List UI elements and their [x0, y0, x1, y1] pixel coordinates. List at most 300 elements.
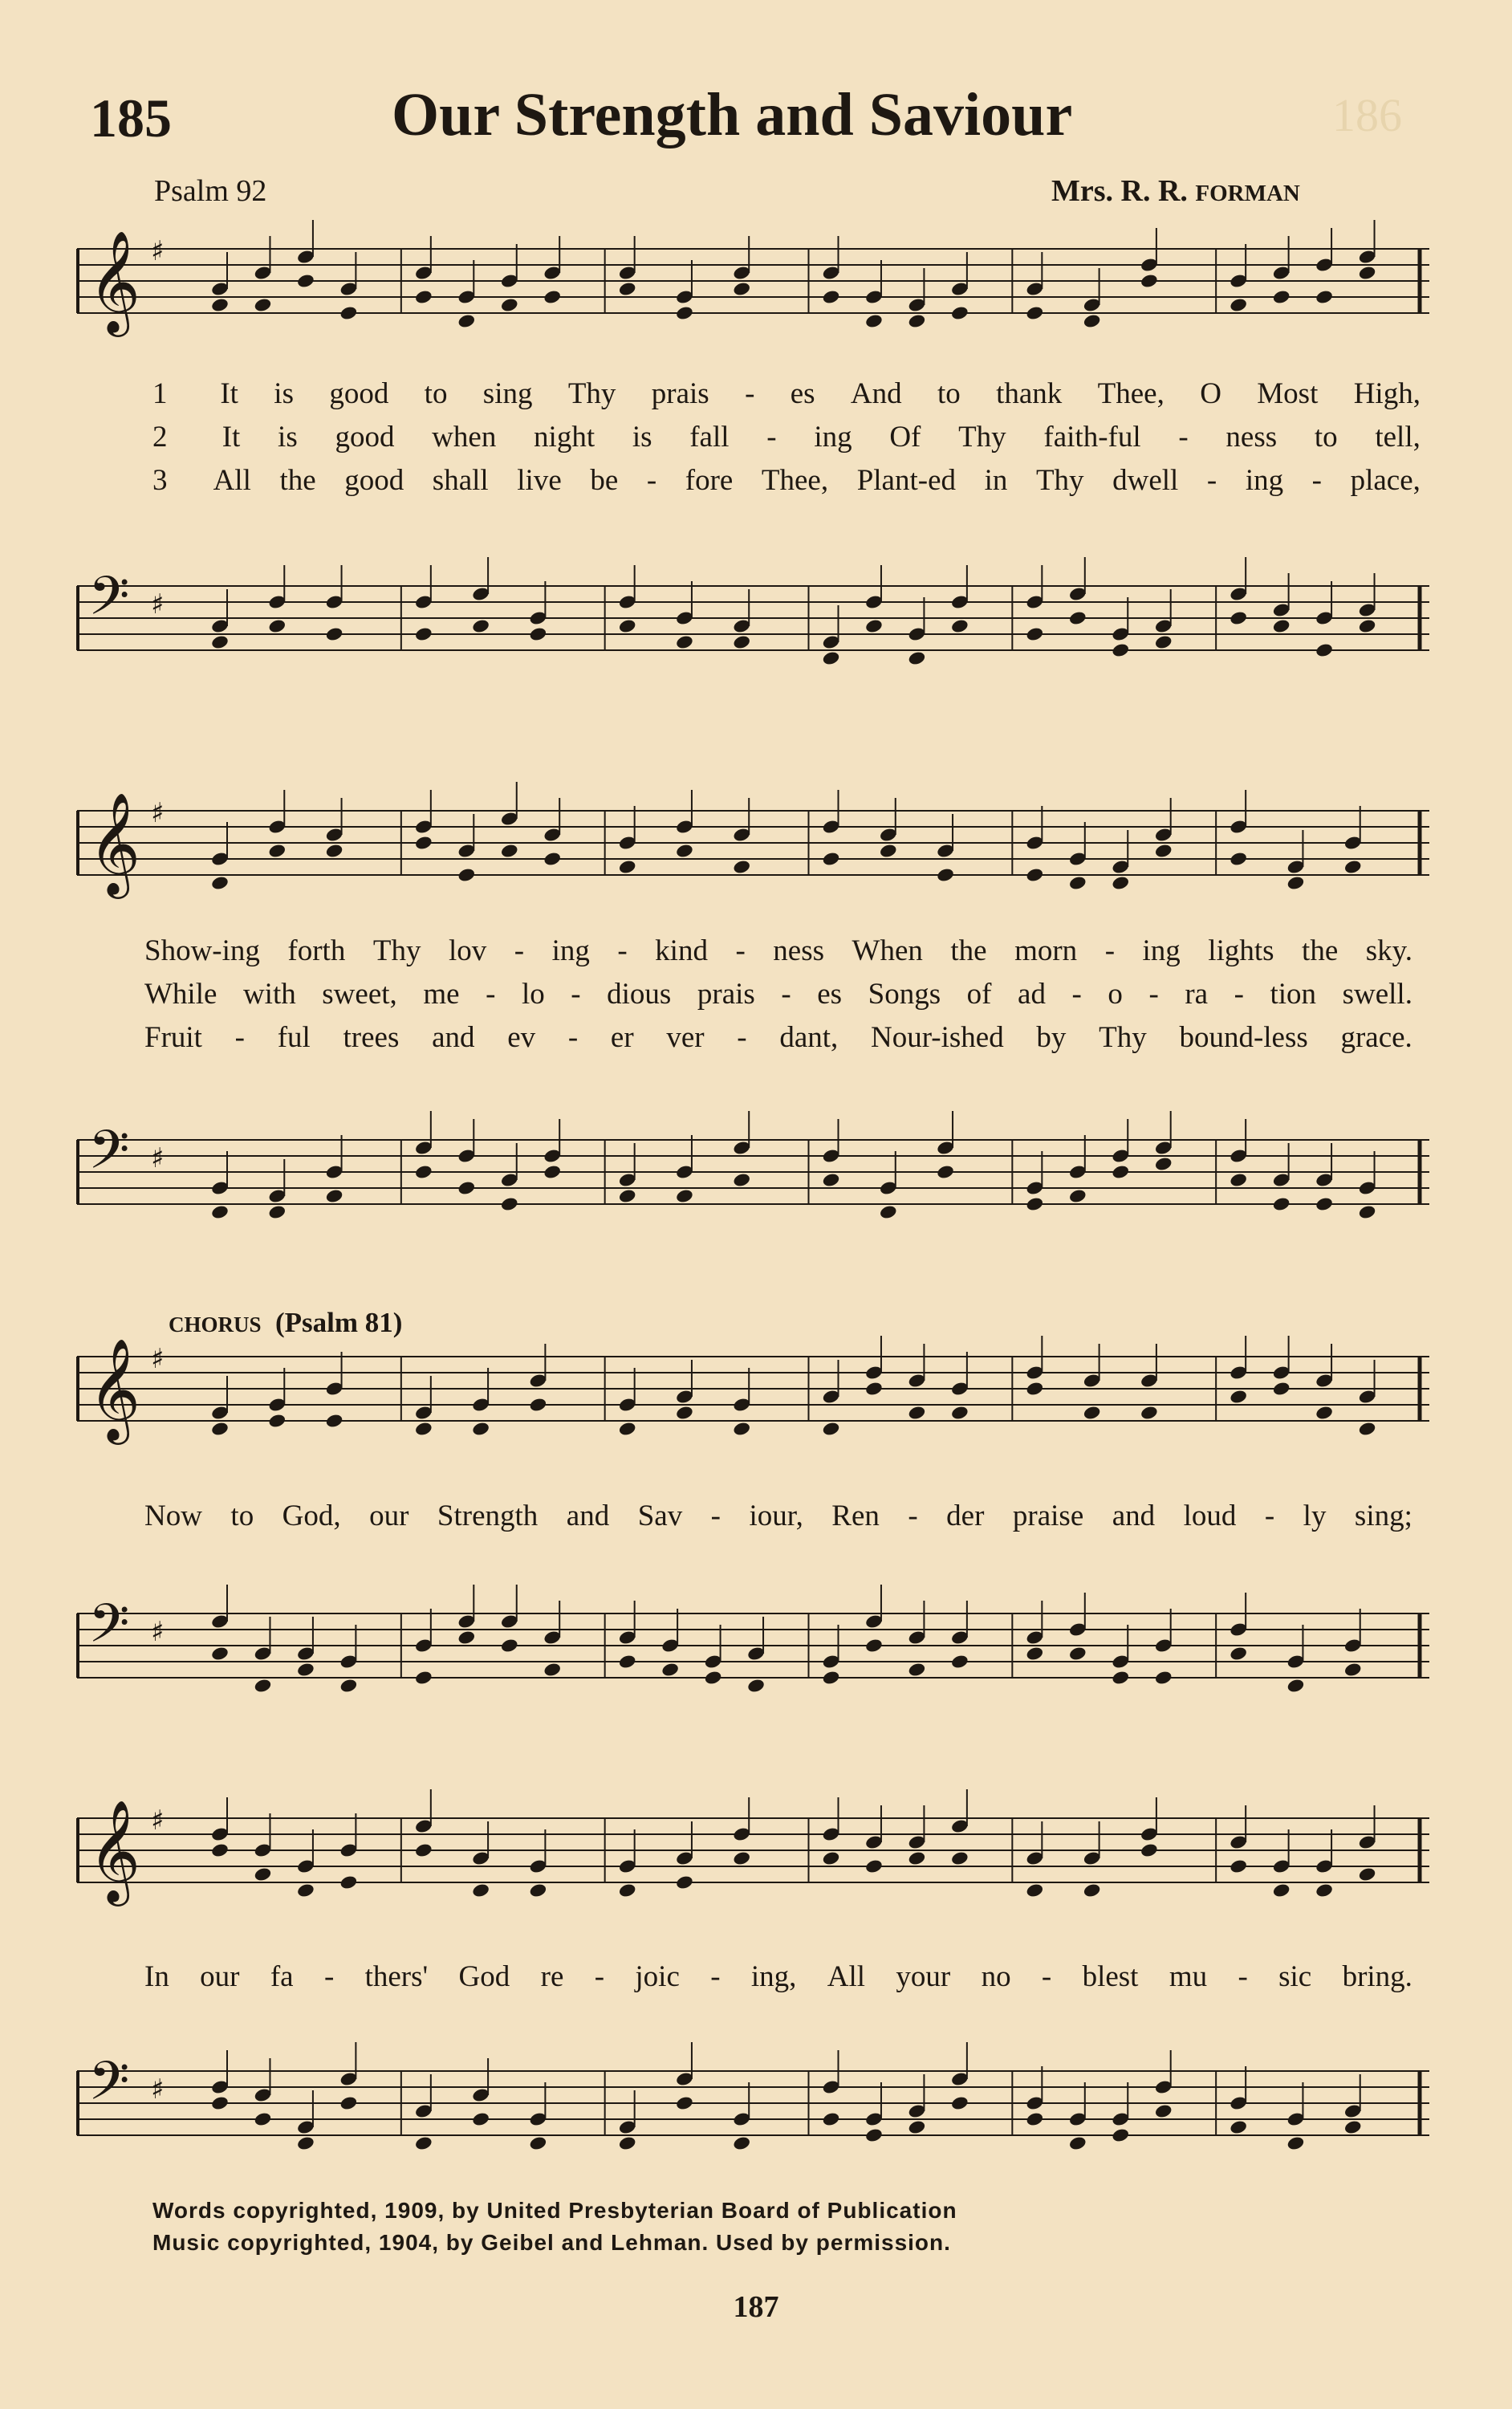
- lyric: prais: [697, 978, 755, 1011]
- note-head: [529, 2135, 548, 2151]
- note-head: [1026, 305, 1045, 321]
- treble-clef-icon: 𝄞: [88, 230, 141, 332]
- lyric: fa: [270, 1960, 294, 1993]
- lyric: Fruit: [144, 1021, 202, 1054]
- treble-staff-1-svg: [77, 230, 1429, 337]
- lyric: bring.: [1342, 1960, 1412, 1993]
- bass-staff-3: [77, 1593, 1429, 1702]
- lyric: shall: [432, 464, 489, 497]
- note-head: [618, 1421, 637, 1437]
- note-head: [457, 867, 477, 883]
- page-number: 187: [733, 2290, 779, 2324]
- note-head: [210, 1842, 230, 1858]
- note-head: [1229, 297, 1248, 313]
- treble-staff-1: [77, 230, 1429, 337]
- note-head: [675, 1405, 694, 1421]
- note-head: [254, 1678, 273, 1694]
- lyric: High,: [1353, 377, 1421, 410]
- note-head: [908, 650, 927, 666]
- note-head: [457, 1630, 477, 1646]
- lyric: Thy: [958, 421, 1006, 454]
- note-head: [254, 2111, 273, 2127]
- note-head: [675, 305, 694, 321]
- lyric: -: [1148, 978, 1159, 1011]
- note-head: [1229, 2119, 1248, 2135]
- lyric: praise: [1012, 1500, 1084, 1532]
- note-head: [1154, 2103, 1173, 2119]
- key-signature-sharp-icon: ♯: [151, 1805, 165, 1837]
- lyric: sic: [1278, 1960, 1312, 1993]
- note-head: [864, 313, 884, 329]
- note-head: [879, 1204, 898, 1220]
- lyric: -: [234, 1021, 245, 1054]
- lyric: fall: [689, 421, 730, 454]
- lyric: -: [571, 978, 581, 1011]
- note-head: [1315, 289, 1334, 305]
- note-head: [1358, 1866, 1377, 1882]
- note-head: [1229, 1646, 1248, 1662]
- note-head: [822, 289, 841, 305]
- lyric: -: [594, 1960, 605, 1993]
- lyric: ness: [773, 934, 825, 967]
- note-head: [210, 297, 230, 313]
- note-head: [822, 1670, 841, 1686]
- author-credit: [1051, 173, 1300, 209]
- note-head: [908, 1662, 927, 1678]
- lyric: sing: [482, 377, 533, 410]
- lyric: re: [540, 1960, 564, 1993]
- note-head: [457, 313, 477, 329]
- lyric: -: [908, 1500, 918, 1532]
- note-head: [950, 1654, 969, 1670]
- note-head: [543, 1662, 562, 1678]
- note-head: [732, 2135, 751, 2151]
- note-head: [267, 618, 287, 634]
- note-head: [950, 1405, 969, 1421]
- lyric: forth: [287, 934, 346, 967]
- lyric: when: [432, 421, 497, 454]
- bass-staff-4: [77, 2050, 1429, 2159]
- lyric: When: [852, 934, 923, 967]
- lyric: O: [1200, 377, 1221, 410]
- note-head: [296, 1662, 315, 1678]
- treble-staff-2: [77, 791, 1429, 899]
- lyric: the: [950, 934, 987, 967]
- lyric: tell,: [1375, 421, 1421, 454]
- note-head: [339, 2095, 359, 2111]
- note-head: [1315, 642, 1334, 658]
- note-head: [1083, 313, 1102, 329]
- lyric: is: [632, 421, 652, 454]
- lyric: Thee,: [1097, 377, 1164, 410]
- note-head: [675, 843, 694, 859]
- lyric: -: [1041, 1960, 1052, 1993]
- note-head: [1026, 1196, 1045, 1212]
- lyric: grace.: [1340, 1021, 1412, 1054]
- note-head: [1154, 1670, 1173, 1686]
- key-signature-sharp-icon: ♯: [151, 1142, 165, 1174]
- note-head: [732, 634, 751, 650]
- bass-clef-icon: 𝄢: [88, 565, 130, 640]
- lyric: thers': [364, 1960, 429, 1993]
- note-head: [210, 1646, 230, 1662]
- note-head: [1229, 1172, 1248, 1188]
- note-head: [1358, 1204, 1377, 1220]
- treble-staff-4: [77, 1799, 1429, 1906]
- key-signature-sharp-icon: ♯: [151, 235, 165, 267]
- note-head: [950, 1850, 969, 1866]
- lyric: Songs: [868, 978, 941, 1011]
- note-head: [1068, 875, 1087, 891]
- note-head: [1068, 1188, 1087, 1204]
- note-head: [675, 2095, 694, 2111]
- verse-number: 2: [152, 421, 168, 454]
- note-head: [210, 875, 230, 891]
- note-head: [1343, 2119, 1363, 2135]
- lyric: lights: [1208, 934, 1274, 967]
- note-head: [210, 1421, 230, 1437]
- note-head: [950, 618, 969, 634]
- note-head: [339, 1678, 359, 1694]
- lyric: es: [790, 377, 815, 410]
- lyric: All: [213, 464, 251, 497]
- note-head: [822, 2111, 841, 2127]
- note-head: [1026, 1381, 1045, 1397]
- note-head: [325, 843, 344, 859]
- note-head: [210, 634, 230, 650]
- note-head: [543, 851, 562, 867]
- note-head: [471, 618, 490, 634]
- note-head: [618, 2135, 637, 2151]
- lyric: Ren: [831, 1500, 880, 1532]
- lyric: God,: [282, 1500, 341, 1532]
- note-head: [1343, 859, 1363, 875]
- note-head: [732, 1172, 751, 1188]
- note-head: [325, 1413, 344, 1429]
- chorus-label: [169, 1307, 402, 1339]
- note-head: [1315, 1882, 1334, 1898]
- note-head: [1229, 1858, 1248, 1874]
- treble-clef-icon: 𝄞: [88, 1337, 141, 1440]
- treble-staff-2-svg: [77, 791, 1429, 899]
- note-head: [500, 843, 519, 859]
- key-signature-sharp-icon: ♯: [151, 1616, 165, 1648]
- lyric: loud: [1183, 1500, 1237, 1532]
- lyric: -: [617, 934, 628, 967]
- lyric: in: [984, 464, 1008, 497]
- chorus-line-1: [144, 1501, 1412, 1531]
- lyric: And: [850, 377, 902, 410]
- lyric: with: [242, 978, 296, 1011]
- note-head: [1111, 1164, 1130, 1180]
- lyric: ra: [1185, 978, 1209, 1011]
- note-head: [325, 626, 344, 642]
- note-head: [908, 313, 927, 329]
- note-head: [1083, 1405, 1102, 1421]
- note-head: [822, 1172, 841, 1188]
- note-head: [1286, 875, 1306, 891]
- lyric: -: [710, 1960, 721, 1993]
- note-head: [210, 2095, 230, 2111]
- lyric: the: [279, 464, 316, 497]
- note-head: [471, 1882, 490, 1898]
- note-head: [500, 1638, 519, 1654]
- lyric: good: [344, 464, 404, 497]
- verse-1-line: [144, 936, 1412, 966]
- lyric: Show-ing: [144, 934, 260, 967]
- bass-staff-4-svg: [77, 2050, 1429, 2159]
- verse-number: 1: [152, 377, 168, 410]
- note-head: [471, 1421, 490, 1437]
- note-head: [210, 1204, 230, 1220]
- verse-3-line: [152, 466, 1421, 495]
- lyric: ful: [277, 1021, 311, 1054]
- lyric: to: [937, 377, 961, 410]
- key-signature-sharp-icon: ♯: [151, 797, 165, 829]
- note-head: [1026, 867, 1045, 883]
- note-head: [529, 626, 548, 642]
- lyric: lo: [521, 978, 545, 1011]
- lyric: live: [517, 464, 562, 497]
- lyric: God: [458, 1960, 510, 1993]
- lyric: by: [1036, 1021, 1067, 1054]
- bass-clef-icon: 𝄢: [88, 1593, 130, 1667]
- note-head: [732, 281, 751, 297]
- note-head: [864, 618, 884, 634]
- author-surname: FORMAN: [1195, 181, 1300, 206]
- lyric: is: [278, 421, 298, 454]
- note-head: [414, 835, 433, 851]
- chorus-line-2: [144, 1962, 1412, 1992]
- note-head: [1343, 1662, 1363, 1678]
- lyric: Thy: [1099, 1021, 1147, 1054]
- lyric: It: [220, 377, 238, 410]
- treble-clef-icon: 𝄞: [88, 791, 141, 894]
- note-head: [296, 1882, 315, 1898]
- note-head: [618, 1882, 637, 1898]
- note-head: [1083, 1882, 1102, 1898]
- note-head: [732, 1421, 751, 1437]
- lyric: to: [1314, 421, 1338, 454]
- lyric: me: [423, 978, 460, 1011]
- lyric: -: [514, 934, 525, 967]
- lyric: tion: [1270, 978, 1317, 1011]
- lyric: -: [1238, 1960, 1248, 1993]
- note-head: [822, 650, 841, 666]
- bass-staff-2: [77, 1119, 1429, 1228]
- lyric: dwell: [1112, 464, 1179, 497]
- lyric: sweet,: [322, 978, 397, 1011]
- lyric: good: [335, 421, 395, 454]
- treble-staff-3-svg: [77, 1337, 1429, 1445]
- note-head: [414, 1421, 433, 1437]
- note-head: [1154, 843, 1173, 859]
- note-head: [864, 1381, 884, 1397]
- lyric: mu: [1169, 1960, 1208, 1993]
- note-head: [414, 1842, 433, 1858]
- lyric: Now: [144, 1500, 202, 1532]
- note-head: [267, 843, 287, 859]
- lyric: It: [222, 421, 241, 454]
- note-head: [1068, 610, 1087, 626]
- note-head: [254, 1866, 273, 1882]
- lyric: -: [1104, 934, 1116, 967]
- note-head: [529, 1882, 548, 1898]
- copyright-music: Music copyrighted, 1904, by Geibel and Lehman. Used by permission.: [152, 2230, 951, 2255]
- note-head: [1140, 1405, 1159, 1421]
- lyric: ad: [1018, 978, 1046, 1011]
- lyric: In: [144, 1960, 169, 1993]
- note-head: [936, 867, 955, 883]
- lyric: While: [144, 978, 217, 1011]
- lyric: Strength: [437, 1500, 539, 1532]
- note-head: [1154, 634, 1173, 650]
- note-head: [1154, 1156, 1173, 1172]
- author-prefix: Mrs. R. R.: [1051, 174, 1196, 208]
- lyric: morn: [1014, 934, 1078, 967]
- treble-staff-4-svg: [77, 1799, 1429, 1906]
- note-head: [618, 281, 637, 297]
- lyric: blest: [1082, 1960, 1139, 1993]
- note-head: [1272, 1381, 1291, 1397]
- lyric: ing,: [750, 1960, 797, 1993]
- note-head: [746, 1678, 766, 1694]
- note-head: [950, 305, 969, 321]
- lyric: night: [534, 421, 595, 454]
- note-head: [879, 843, 898, 859]
- lyric: ev: [507, 1021, 536, 1054]
- hymn-title: Our Strength and Saviour: [392, 81, 1073, 149]
- note-head: [1068, 2135, 1087, 2151]
- key-signature-sharp-icon: ♯: [151, 2073, 165, 2106]
- lyric: ing: [551, 934, 590, 967]
- lyric: -: [766, 421, 777, 454]
- note-head: [267, 1204, 287, 1220]
- note-head: [1140, 1842, 1159, 1858]
- note-head: [543, 1164, 562, 1180]
- bass-clef-icon: 𝄢: [88, 1119, 130, 1194]
- bass-clef-icon: 𝄢: [88, 2050, 130, 2125]
- treble-clef-icon: 𝄞: [88, 1799, 141, 1902]
- lyric: trees: [343, 1021, 400, 1054]
- note-head: [675, 1874, 694, 1890]
- lyric: Plant-ed: [856, 464, 956, 497]
- note-head: [471, 2111, 490, 2127]
- lyric: ing: [814, 421, 852, 454]
- note-head: [457, 1180, 477, 1196]
- treble-staff-3: [77, 1337, 1429, 1445]
- note-head: [908, 1405, 927, 1421]
- hymn-number: 185: [90, 87, 172, 149]
- lyric: of: [966, 978, 992, 1011]
- note-head: [500, 297, 519, 313]
- note-head: [1026, 2111, 1045, 2127]
- lyric: sing;: [1354, 1500, 1412, 1532]
- note-head: [1229, 851, 1248, 867]
- lyric: and: [1112, 1500, 1156, 1532]
- lyric: ness: [1225, 421, 1278, 454]
- scripture-source: Psalm 92: [154, 174, 267, 208]
- lyric: -: [735, 934, 746, 967]
- lyric: -: [646, 464, 657, 497]
- key-signature-sharp-icon: ♯: [151, 1343, 165, 1375]
- note-head: [675, 1188, 694, 1204]
- note-head: [339, 305, 359, 321]
- note-head: [822, 1850, 841, 1866]
- note-head: [1315, 1196, 1334, 1212]
- verse-1-line: [152, 379, 1421, 409]
- note-head: [864, 1858, 884, 1874]
- note-head: [950, 2095, 969, 2111]
- lyric: es: [817, 978, 843, 1011]
- lyric: -: [710, 1500, 721, 1532]
- bass-staff-2-svg: [77, 1119, 1429, 1228]
- note-head: [1026, 626, 1045, 642]
- note-head: [325, 1188, 344, 1204]
- note-head: [908, 1850, 927, 1866]
- note-head: [732, 859, 751, 875]
- note-head: [618, 859, 637, 875]
- lyric: -: [567, 1021, 579, 1054]
- lyric: our: [200, 1960, 240, 1993]
- lyric: -: [1311, 464, 1322, 497]
- note-head: [414, 626, 433, 642]
- lyric: dious: [607, 978, 672, 1011]
- note-head: [1229, 1389, 1248, 1405]
- lyric: swell.: [1342, 978, 1412, 1011]
- lyric: be: [590, 464, 619, 497]
- note-head: [1111, 875, 1130, 891]
- lyric: ver: [666, 1021, 705, 1054]
- note-head: [1140, 273, 1159, 289]
- lyric: kind: [655, 934, 708, 967]
- chorus-source: (Psalm 81): [275, 1307, 403, 1338]
- chorus-heading: CHORUS: [169, 1312, 262, 1337]
- lyric: Nour-ished: [870, 1021, 1004, 1054]
- lyric: er: [610, 1021, 634, 1054]
- lyric: place,: [1350, 464, 1421, 497]
- lyric: to: [424, 377, 448, 410]
- lyric: fore: [685, 464, 734, 497]
- verse-3-line: [144, 1023, 1412, 1052]
- lyric: Of: [889, 421, 921, 454]
- note-head: [500, 1196, 519, 1212]
- note-head: [1286, 2135, 1306, 2151]
- lyric: bound-less: [1179, 1021, 1308, 1054]
- lyric: -: [737, 1021, 747, 1054]
- note-head: [414, 2135, 433, 2151]
- lyric: -: [745, 377, 755, 410]
- note-head: [1026, 1882, 1045, 1898]
- lyric: Sav: [637, 1500, 683, 1532]
- lyric: ing: [1142, 934, 1181, 967]
- note-head: [864, 1638, 884, 1654]
- note-head: [1272, 1882, 1291, 1898]
- note-head: [1272, 618, 1291, 634]
- lyric: Thy: [1035, 464, 1084, 497]
- note-head: [822, 1421, 841, 1437]
- lyric: dant,: [779, 1021, 839, 1054]
- lyric: faith-ful: [1043, 421, 1141, 454]
- note-head: [414, 1164, 433, 1180]
- note-head: [1358, 265, 1377, 281]
- note-head: [618, 618, 637, 634]
- lyric: -: [1206, 464, 1217, 497]
- note-head: [1111, 642, 1130, 658]
- copyright-words: Words copyrighted, 1909, by United Presbyterian Board of Publication: [152, 2198, 957, 2223]
- lyric: ing: [1245, 464, 1284, 497]
- lyric: is: [274, 377, 294, 410]
